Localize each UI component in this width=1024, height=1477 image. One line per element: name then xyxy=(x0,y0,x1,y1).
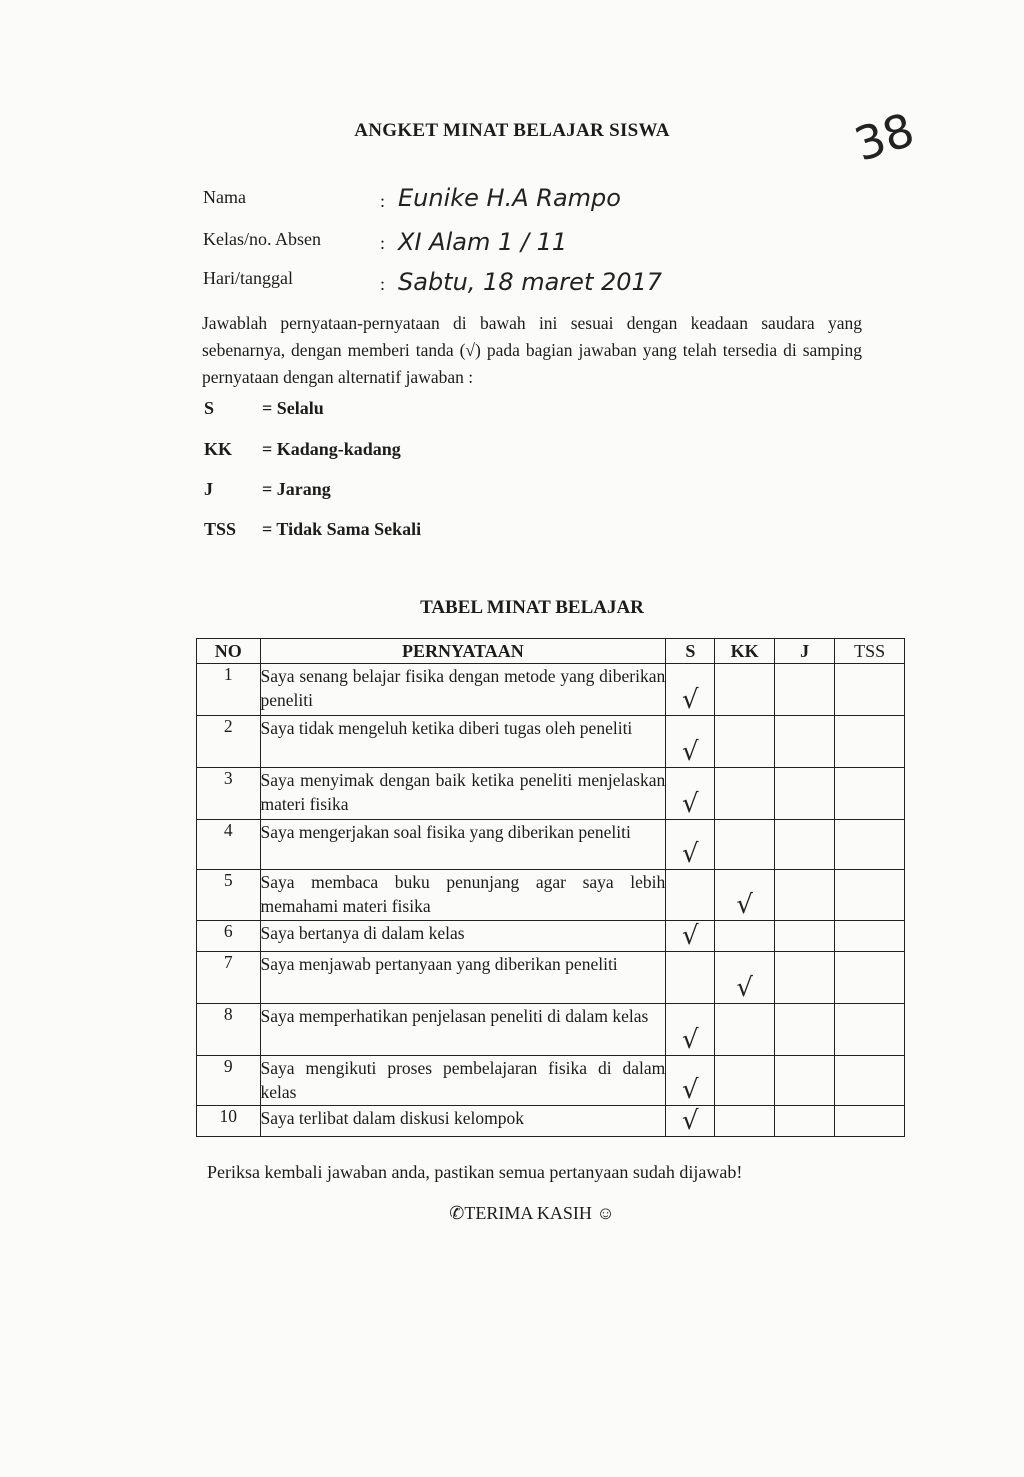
table-header-row xyxy=(197,639,905,664)
legend-key: S xyxy=(204,398,215,418)
answer-cell-kk xyxy=(715,1004,774,1056)
survey-table xyxy=(196,638,905,1137)
table-row xyxy=(197,870,905,921)
table-row xyxy=(197,1106,905,1137)
answer-cell-kk xyxy=(715,1056,774,1106)
answer-cell-j xyxy=(774,768,834,820)
table-row xyxy=(197,921,905,952)
answer-cell-kk xyxy=(715,952,774,1004)
answer-cell-tss xyxy=(835,820,905,870)
header-pernyataan: PERNYATAAN xyxy=(260,639,666,664)
answer-cell-j xyxy=(774,716,834,768)
answer-cell-j xyxy=(774,1004,834,1056)
check-mark-icon: √ xyxy=(682,839,699,869)
row-number: 9 xyxy=(197,1056,261,1106)
row-statement: Saya bertanya di dalam kelas xyxy=(260,921,666,952)
field-value-hari: Sabtu, 18 maret 2017 xyxy=(398,268,663,296)
answer-cell-s xyxy=(666,921,715,952)
row-number: 5 xyxy=(197,870,261,921)
row-number: 1 xyxy=(197,664,261,716)
table-row xyxy=(197,820,905,870)
field-label-nama: Nama xyxy=(203,187,246,207)
row-statement: Saya tidak mengeluh ketika diberi tugas oleh peneliti xyxy=(260,716,666,768)
legend-value: = Tidak Sama Sekali xyxy=(262,519,422,539)
answer-cell-kk xyxy=(715,820,774,870)
handwritten-score: 38 xyxy=(848,102,921,172)
footer-reminder: Periksa kembali jawaban anda, pastikan semua pertanyaan sudah dijawab! xyxy=(207,1162,743,1182)
table-title: TABEL MINAT BELAJAR xyxy=(420,597,644,618)
row-number: 3 xyxy=(197,768,261,820)
table-row xyxy=(197,716,905,768)
answer-cell-tss xyxy=(835,1004,905,1056)
answer-cell-kk xyxy=(715,768,774,820)
field-colon: : xyxy=(380,191,386,211)
field-colon: : xyxy=(380,233,386,253)
answer-cell-j xyxy=(774,870,834,921)
answer-cell-s xyxy=(666,820,715,870)
table-row xyxy=(197,1056,905,1106)
check-mark-icon: √ xyxy=(682,737,699,767)
row-statement: Saya mengerjakan soal fisika yang diberikan peneliti xyxy=(260,820,666,870)
answer-cell-s xyxy=(666,716,715,768)
answer-cell-s xyxy=(666,1056,715,1106)
table-row xyxy=(197,952,905,1004)
field-value-nama: Eunike H.A Rampo xyxy=(398,184,621,212)
legend-value: = Kadang-kadang xyxy=(262,439,401,459)
row-statement: Saya mengikuti proses pembelajaran fisika di dalam kelas xyxy=(260,1056,666,1106)
answer-cell-j xyxy=(774,664,834,716)
row-number: 2 xyxy=(197,716,261,768)
header-tss: TSS xyxy=(835,639,905,664)
answer-cell-j xyxy=(774,921,834,952)
header-no: NO xyxy=(197,639,261,664)
row-number: 8 xyxy=(197,1004,261,1056)
row-statement: Saya menjawab pertanyaan yang diberikan peneliti xyxy=(260,952,666,1004)
answer-cell-s xyxy=(666,664,715,716)
check-mark-icon: √ xyxy=(682,789,699,819)
answer-cell-j xyxy=(774,1056,834,1106)
legend-value: = Jarang xyxy=(262,479,331,499)
answer-cell-j xyxy=(774,820,834,870)
legend-value: = Selalu xyxy=(262,398,324,418)
document-title: ANGKET MINAT BELAJAR SISWA xyxy=(354,120,670,141)
legend-key: KK xyxy=(204,439,233,459)
row-statement: Saya terlibat dalam diskusi kelompok xyxy=(260,1106,666,1137)
answer-cell-tss xyxy=(835,921,905,952)
table-row xyxy=(197,664,905,716)
row-statement: Saya memperhatikan penjelasan peneliti di dalam kelas xyxy=(260,1004,666,1056)
table-row xyxy=(197,768,905,820)
answer-cell-tss xyxy=(835,664,905,716)
header-s: S xyxy=(666,639,715,664)
answer-cell-s xyxy=(666,1004,715,1056)
instructions: Jawablah pernyataan-pernyataan di bawah ini sesuai dengan keadaan saudara yang sebenarnya, dengan memberi tanda (√) pada bagian jawaban yang telah tersedia di samping pernyataan dengan alternatif jawaban : xyxy=(202,313,862,387)
answer-cell-kk xyxy=(715,664,774,716)
field-colon: : xyxy=(380,274,386,294)
field-value-kelas: XI Alam 1 / 11 xyxy=(398,228,568,256)
row-number: 6 xyxy=(197,921,261,952)
row-number: 7 xyxy=(197,952,261,1004)
check-mark-icon: √ xyxy=(736,973,753,1003)
answer-cell-s xyxy=(666,952,715,1004)
row-number: 10 xyxy=(197,1106,261,1137)
answer-cell-s xyxy=(666,1106,715,1137)
answer-cell-tss xyxy=(835,1106,905,1137)
row-statement: Saya membaca buku penunjang agar saya lebih memahami materi fisika xyxy=(260,870,666,921)
answer-cell-kk xyxy=(715,716,774,768)
legend-key: TSS xyxy=(204,519,237,539)
answer-cell-tss xyxy=(835,1056,905,1106)
header-j: J xyxy=(774,639,834,664)
field-label-hari: Hari/tanggal xyxy=(203,268,293,288)
row-number: 4 xyxy=(197,820,261,870)
check-mark-icon: √ xyxy=(682,1075,699,1105)
answer-cell-kk xyxy=(715,870,774,921)
answer-cell-tss xyxy=(835,952,905,1004)
legend-key: J xyxy=(204,479,213,499)
check-mark-icon: √ xyxy=(736,890,753,920)
header-kk: KK xyxy=(715,639,774,664)
answer-cell-s xyxy=(666,768,715,820)
check-mark-icon: √ xyxy=(682,1106,699,1136)
answer-cell-kk xyxy=(715,921,774,952)
field-label-kelas: Kelas/no. Absen xyxy=(203,229,321,249)
answer-cell-s xyxy=(666,870,715,921)
row-statement: Saya senang belajar fisika dengan metode yang diberikan peneliti xyxy=(260,664,666,716)
answer-cell-tss xyxy=(835,716,905,768)
answer-cell-j xyxy=(774,1106,834,1137)
footer-thanks: ✆TERIMA KASIH ☺ xyxy=(449,1203,615,1223)
answer-cell-j xyxy=(774,952,834,1004)
check-mark-icon: √ xyxy=(682,921,699,951)
answer-cell-tss xyxy=(835,870,905,921)
table-row xyxy=(197,1004,905,1056)
answer-cell-kk xyxy=(715,1106,774,1137)
row-statement: Saya menyimak dengan baik ketika peneliti menjelaskan materi fisika xyxy=(260,768,666,820)
check-mark-icon: √ xyxy=(682,1025,699,1055)
answer-cell-tss xyxy=(835,768,905,820)
check-mark-icon: √ xyxy=(682,685,699,715)
